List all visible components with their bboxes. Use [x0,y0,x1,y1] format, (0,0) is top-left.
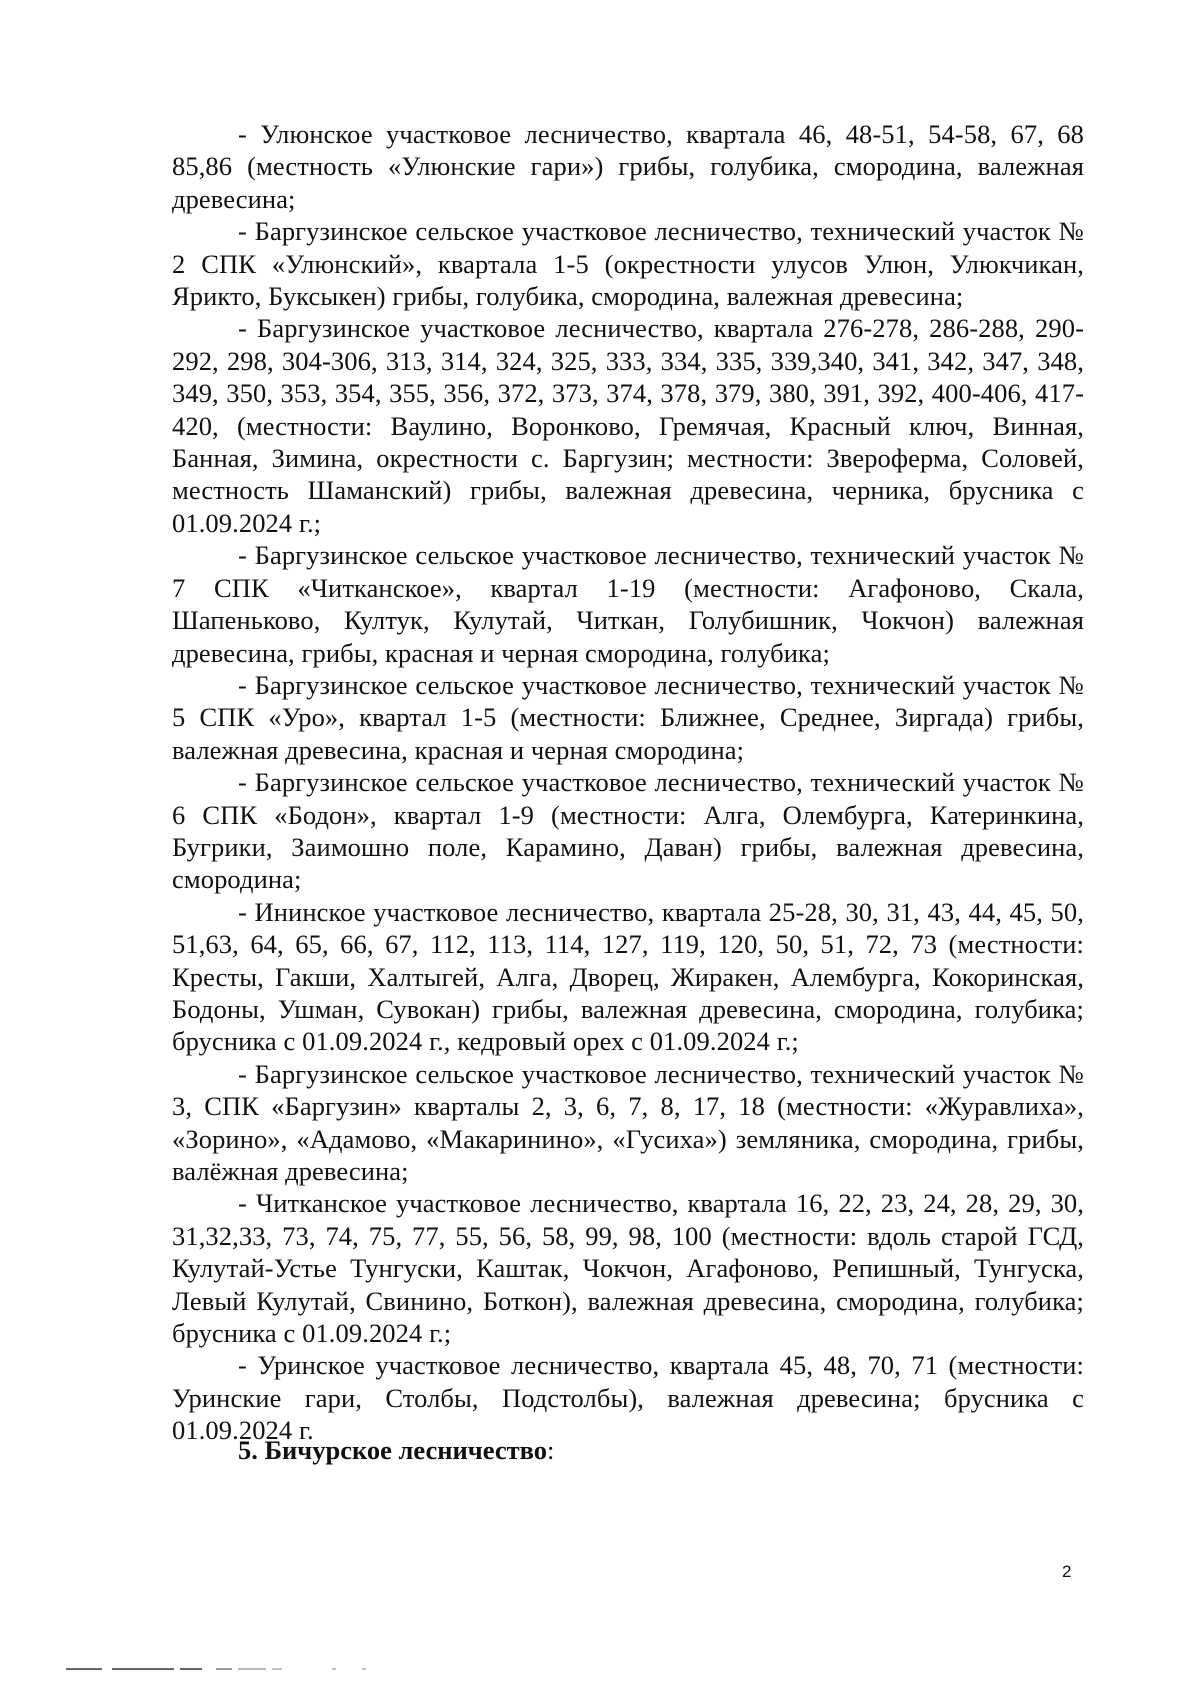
paragraph-spk-ulyunsky: - Баргузинское сельское участковое лесничество, технический участок № 2 СПК «Улюнский», квартала 1-5 (окрестности улусов Улюн, Улюкчикан, Ярикто, Буксыкен) грибы, голубика, смородина, валежная древесина; [172,216,1084,312]
page-number: 2 [1062,1562,1072,1581]
paragraph-ininskoe: - Ининское участковое лесничество, квартала 25-28, 30, 31, 43, 44, 45, 50, 51,63, 64, 65, 66, 67, 112, 113, 114, 127, 119, 120, 50, 51, 72, 73 (местности: Кресты, Гакши, Халтыгей, Алга, Дворец, Жиракен, Алембурга, Кокоринская, Бодоны, Ушман, Сувокан) грибы, валежная древесина, смородина, голубика; брусника с 01.09.2024 г., кедровый орех с 01.09.2024 г.; [172,896,1084,1057]
paragraph-urinskoe: - Уринское участковое лесничество, квартала 45, 48, 70, 71 (местности: Уринские гари, Столбы, Подстолбы), валежная древесина; брусника с 01.09.2024 г. [172,1350,1084,1446]
scan-artifact-lines [66,1666,406,1672]
paragraph-chitkanskoe: - Читканское участковое лесничество, квартала 16, 22, 23, 24, 28, 29, 30, 31,32,33, 73, 74, 75, 77, 55, 56, 58, 99, 98, 100 (местности: вдоль старой ГСД, Кулутай-Устье Тунгуски, Каштак, Чокчон, Агафоново, Репишный, Тунгуска, Левый Кулутай, Свинино, Боткон), валежная древесина, смородина, голубика; брусника с 01.09.2024 г.; [172,1188,1084,1349]
section-heading-colon: : [546,1435,555,1465]
paragraph-barguzin: - Баргузинское участковое лесничество, квартала 276-278, 286-288, 290-292, 298, 304-306, 313, 314, 324, 325, 333, 334, 335, 339,340, 341, 342, 347, 348, 349, 350, 353, 354, 355, 356, 372, 373, 374, 378, 379, 380, 391, 392, 400-406, 417-420, (местности: Ваулино, Воронково, Гремячая, Красный ключ, Винная, Банная, Зимина, окрестности с. Баргузин; местности: Звероферма, Соловей, местность Шаманский) грибы, валежная древесина, черника, брусника с 01.09.2024 г.; [172,313,1084,538]
paragraph-spk-barguzin: - Баргузинское сельское участковое лесничество, технический участок № 3, СПК «Баргузин» кварталы 2, 3, 6, 7, 8, 17, 18 (местности: «Журавлиха», «Зорино», «Адамово, «Макаринино», «Гусиха») земляника, смородина, грибы, валёжная древесина; [172,1058,1084,1186]
section-heading [238,1434,554,1466]
section-heading-text: 5. Бичурское лесничество [238,1435,547,1465]
paragraph-ulyun: - Улюнское участковое лесничество, квартала 46, 48-51, 54-58, 67, 68 85,86 (местность «Улюнские гари») грибы, голубика, смородина, валежная древесина; [172,119,1084,214]
body-text [172,118,1084,1447]
paragraph-spk-uro: - Баргузинское сельское участковое лесничество, технический участок № 5 СПК «Уро», квартал 1-5 (местности: Ближнее, Среднее, Зиргада) грибы, валежная древесина, красная и черная смородина; [172,669,1084,765]
paragraph-spk-chitkanskoe: - Баргузинское сельское участковое лесничество, технический участок № 7 СПК «Читканское», квартал 1-19 (местности: Агафоново, Скала, Шапеньково, Култук, Кулутай, Читкан, Голубишник, Чокчон) валежная древесина, грибы, красная и черная смородина, голубика; [172,540,1084,668]
paragraph-spk-bodon: - Баргузинское сельское участковое лесничество, технический участок № 6 СПК «Бодон», квартал 1-9 (местности: Алга, Олембурга, Катеринкина, Бугрики, Заимошно поле, Карамино, Даван) грибы, валежная древесина, смородина; [172,767,1084,895]
